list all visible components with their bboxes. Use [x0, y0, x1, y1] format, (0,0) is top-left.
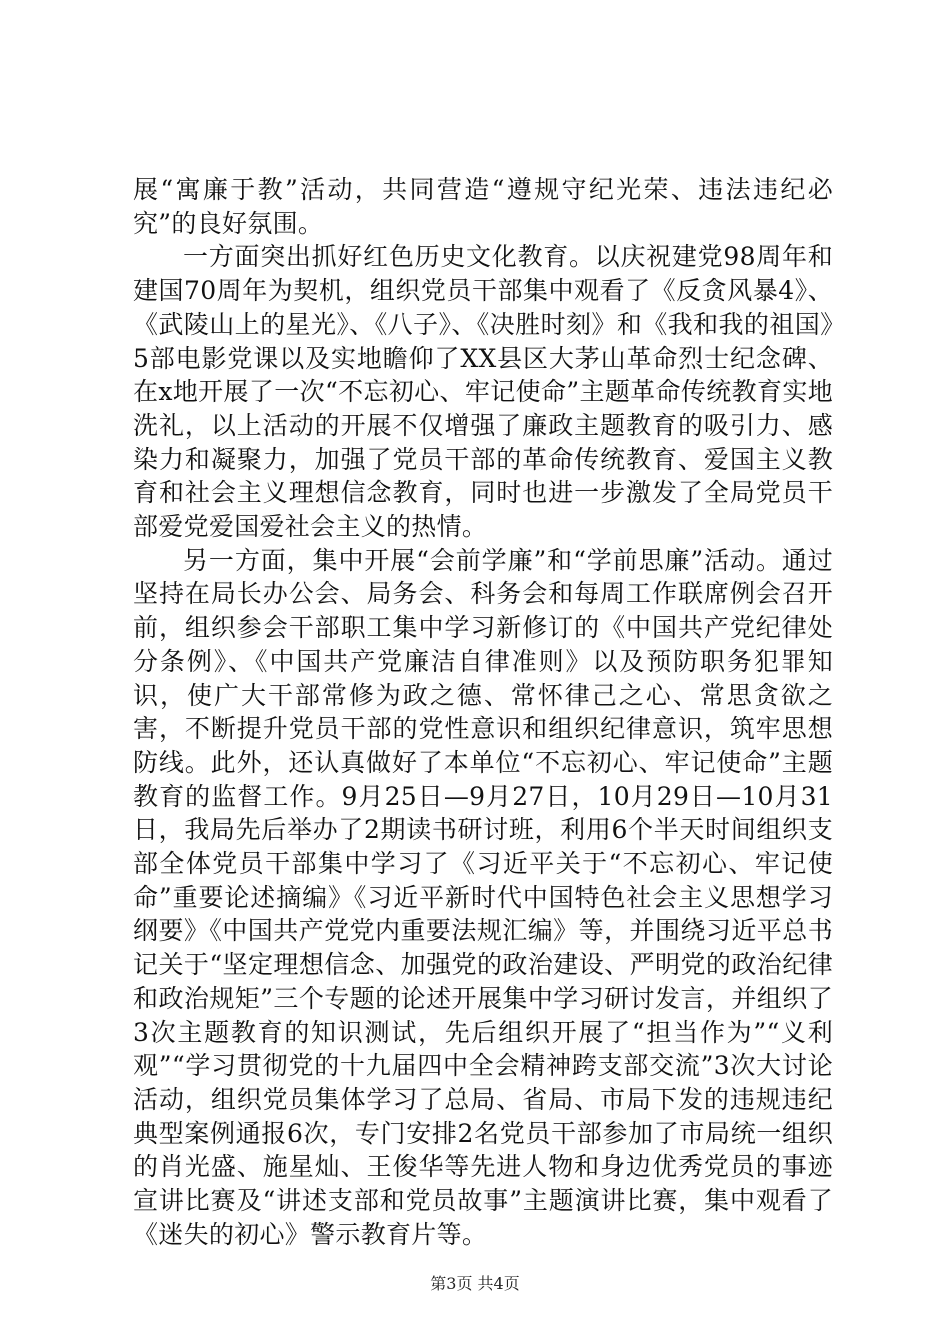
paragraph-red-history-education: 一方面突出抓好红色历史文化教育。以庆祝建党98周年和建国70周年为契机，组织党员干部集中观看了《反贪风暴4》、《武陵山上的星光》、《八子》、《决胜时刻》和《我和我的祖国》5部电影党课以及实地瞻仰了XX县区大茅山革命烈士纪念碑、在x地开展了一次“不忘初心、牢记使命”主题革命传统教育实地洗礼，以上活动的开展不仅增强了廉政主题教育的吸引力、感染力和凝聚力，加强了党员干部的革命传统教育、爱国主义教育和社会主义理想信念教育，同时也进一步激发了全局党员干部爱党爱国爱社会主义的热情。: [133, 242, 833, 542]
document-body: [133, 173, 833, 1252]
paragraph-meeting-study-activities: 另一方面，集中开展“会前学廉”和“学前思廉”活动。通过坚持在局长办公会、局务会、科务会和每周工作联席例会召开前，组织参会干部职工集中学习新修订的《中国共产党纪律处分条例》、《中国共产党廉洁自律准则》以及预防职务犯罪知识，使广大干部常修为政之德、常怀律己之心、常思贪欲之害，不断提升党员干部的党性意识和组织纪律意识，筑牢思想防线。此外，还认真做好了本单位“不忘初心、牢记使命”主题教育的监督工作。9月25日—9月27日，10月29日—10月31日，我局先后举办了2期读书研讨班，利用6个半天时间组织支部全体党员干部集中学习了《习近平关于“不忘初心、牢记使命”重要论述摘编》《习近平新时代中国特色社会主义思想学习纲要》《中国共产党党内重要法规汇编》等，并围绕习近平总书记关于“坚定理想信念、加强党的政治建设、严明党的政治纪律和政治规矩”三个专题的论述开展集中学习研讨发言，并组织了3次主题教育的知识测试，先后组织开展了“担当作为”“义利观”“学习贯彻党的十九届四中全会精神跨支部交流”3次大讨论活动，组织党员集体学习了总局、省局、市局下发的违规违纪典型案例通报6次，专门安排2名党员干部参加了市局统一组织的肖光盛、施星灿、王俊华等先进人物和身边优秀党员的事迹宣讲比赛及“讲述支部和党员故事”主题演讲比赛，集中观看了《迷失的初心》警示教育片等。: [133, 545, 833, 1249]
paragraph-continuation: 展“寓廉于教”活动，共同营造“遵规守纪光荣、违法违纪必究”的良好氛围。: [133, 175, 833, 238]
page-number-footer: 第3页 共4页: [430, 1274, 520, 1293]
